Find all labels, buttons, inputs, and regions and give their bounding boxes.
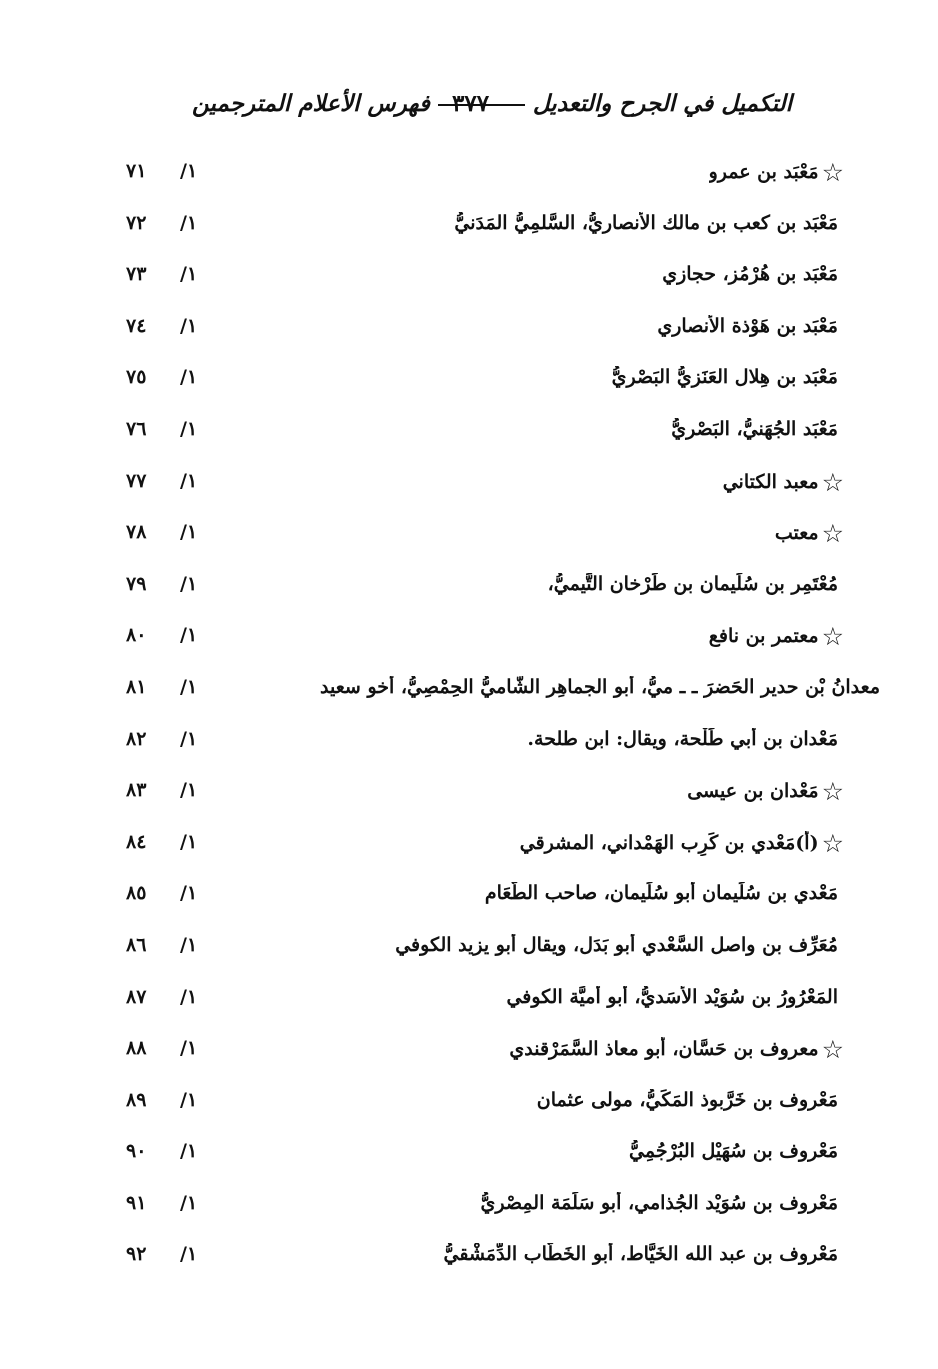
entry-name-text: مَعْبَد الجُهَنيُّ، البَصْريُّ xyxy=(671,417,838,440)
entry-name-text: معبد الكتاني xyxy=(722,470,819,493)
header-book-title xyxy=(479,90,792,117)
entry-row xyxy=(0,821,938,873)
entry-page-number: ٩٠ xyxy=(126,1140,147,1163)
entry-name-text: مَعْبَد بن هُرْمُز، حجازي xyxy=(662,263,838,286)
entry-row xyxy=(0,1130,938,1182)
star-outline-icon: ☆ xyxy=(821,1037,844,1063)
entry-name xyxy=(629,1140,838,1162)
entry-row xyxy=(0,253,938,305)
entry-name xyxy=(687,779,844,804)
entry-row xyxy=(0,563,938,615)
entry-name xyxy=(657,315,838,337)
entry-volume-number: /١ xyxy=(180,211,198,234)
entry-row xyxy=(0,872,938,924)
entry-page-number: ٧٩ xyxy=(126,572,147,595)
entry-name xyxy=(709,624,844,649)
entry-row xyxy=(0,718,938,770)
entry-name-text: مَعْروف بن خَرَّبوذ المَكِّيُّ، مولى عثمان xyxy=(536,1088,838,1111)
entry-row xyxy=(0,769,938,821)
entry-page-number: ٨٩ xyxy=(126,1088,147,1111)
entry-name-text: مَعْروف بن سُهَيْل البُرْجُمِيُّ xyxy=(629,1140,838,1163)
entry-volume-number: /١ xyxy=(180,1243,198,1266)
entry-page-number: ٧٢ xyxy=(126,211,147,234)
entry-volume-number: /١ xyxy=(180,624,198,647)
star-outline-icon: ☆ xyxy=(821,624,844,650)
entry-row xyxy=(0,150,938,202)
entry-volume-number: /١ xyxy=(180,572,198,595)
entry-name xyxy=(527,728,838,750)
entry-page-number: ٩٢ xyxy=(126,1243,147,1266)
entry-volume-number: /١ xyxy=(180,314,198,337)
entry-name-text: مَعْدي بن كَرِب الهَمْداني، المشرقي xyxy=(519,831,796,854)
entry-name xyxy=(485,882,838,904)
entry-page-number: ٧٤ xyxy=(126,314,147,337)
entry-name xyxy=(775,521,844,546)
entry-page-number: ٧١ xyxy=(126,160,147,182)
entry-volume-number: /١ xyxy=(180,366,198,389)
entry-name-text: مُعَرِّف بن واصل السَّعْدي أبو بَدَل، ويقال أبو يزيد الكوفي xyxy=(395,933,838,956)
entry-page-number: ٧٧ xyxy=(126,469,147,492)
entry-page-number: ٩١ xyxy=(126,1191,147,1214)
entry-name xyxy=(480,1192,838,1214)
entry-name xyxy=(662,263,838,285)
entry-name-text: مَعْدي بن سُلَيمان أبو سُلَيمان، صاحب الطَّعَام xyxy=(484,882,838,905)
entry-volume-number: /١ xyxy=(180,160,198,182)
entry-name xyxy=(320,676,880,698)
entry-volume-number: /١ xyxy=(180,675,198,698)
entry-row xyxy=(0,460,938,512)
star-outline-icon: ☆ xyxy=(821,830,844,856)
entry-page-number: ٧٥ xyxy=(126,366,147,389)
entry-name xyxy=(509,1037,844,1062)
entry-name-text: مَعْدان بن أبي طَلْحة، ويقال: ابن طلحة. xyxy=(527,727,838,750)
entry-page-number: ٨٦ xyxy=(126,933,147,956)
entry-volume-number: /١ xyxy=(180,727,198,750)
entry-list xyxy=(0,150,938,1285)
book-title-text: التكميل في الجرح والتعديل xyxy=(532,90,792,117)
entry-name-text: معتب xyxy=(774,522,819,545)
entry-row xyxy=(0,1233,938,1285)
entry-name xyxy=(671,418,838,440)
header-dash xyxy=(438,104,484,106)
entry-name-text: مَعْروف بن سُوَيْد الجُذامي، أبو سَلَمَة المِصْريُّ xyxy=(480,1191,838,1214)
entry-volume-number: /١ xyxy=(180,985,198,1008)
entry-volume-number: /١ xyxy=(180,882,198,905)
entry-row xyxy=(0,202,938,254)
entry-name-text: مَعْدان بن عيسى xyxy=(687,780,819,803)
entry-page-number: ٨٧ xyxy=(126,985,147,1008)
entry-name-text: مُعْتَمِر بن سُلَيمان بن طَرْخان التَّيميُّ، xyxy=(547,572,838,595)
entry-name xyxy=(506,986,838,1008)
entry-volume-number: /١ xyxy=(180,469,198,492)
entry-page-number: ٨٨ xyxy=(126,1037,147,1060)
star-outline-icon: ☆ xyxy=(821,779,844,805)
entry-row xyxy=(0,614,938,666)
entry-name xyxy=(520,831,844,856)
entry-volume-number: /١ xyxy=(180,933,198,956)
entry-name-text: مَعْبَد بن هِلال العَنَزيُّ البَصْريُّ xyxy=(611,366,838,389)
entry-name xyxy=(454,212,838,234)
header-section-title xyxy=(192,90,484,117)
entry-name xyxy=(395,934,838,956)
entry-row xyxy=(0,666,938,718)
entry-name-text: مَعْبَد بن عمرو xyxy=(708,161,819,183)
entry-volume-number: /١ xyxy=(180,263,198,286)
entry-name-text: معتمر بن نافع xyxy=(708,625,819,648)
entry-row xyxy=(0,356,938,408)
section-title-text: فهرس الأعلام المترجمين xyxy=(192,90,430,117)
entry-name xyxy=(612,366,838,388)
entry-row xyxy=(0,976,938,1028)
star-outline-icon: ☆ xyxy=(821,521,844,547)
star-outline-icon: ☆ xyxy=(821,469,844,495)
entry-volume-number: /١ xyxy=(180,779,198,802)
entry-page-number: ٨٠ xyxy=(126,624,147,647)
entry-page-number: ٨٤ xyxy=(126,830,147,853)
entry-name-text: مَعْبَد بن هَوْذة الأنصاري xyxy=(657,314,838,337)
header-page-number: ٣٧٧ xyxy=(452,90,490,117)
entry-name xyxy=(537,1089,838,1111)
entry-volume-number: /١ xyxy=(180,1140,198,1163)
entry-name xyxy=(444,1243,839,1265)
entry-row xyxy=(0,1027,938,1079)
entry-row xyxy=(0,305,938,357)
entry-name-text: معروف بن حَسَّان، أبو معاذ السَّمَرْقندي xyxy=(509,1038,819,1061)
entry-volume-number: /١ xyxy=(180,1088,198,1111)
entry-volume-number: /١ xyxy=(180,521,198,544)
entry-page-number: ٧٦ xyxy=(126,417,147,440)
entry-page-number: ٧٣ xyxy=(126,263,147,286)
entry-name-text: معدانُ بْن حدير الحَضرَ ـ ـ ميُّ، أبو الجماهِر الشَّاميُّ الحِمْصِيُّ، أخو سعيد xyxy=(320,675,880,698)
entry-name xyxy=(723,470,844,495)
entry-page-number: ٨٢ xyxy=(126,727,147,750)
entry-row xyxy=(0,511,938,563)
entry-page-number: ٨٥ xyxy=(126,882,147,905)
entry-name-text: المَعْرُورُ بن سُوَيْد الأَسَديُّ، أبو أُميَّة الكوفي xyxy=(506,985,838,1008)
entry-name xyxy=(709,160,844,185)
entry-name-text: مَعْبَد بن كعب بن مالك الأنصاريُّ، السَّلمِيُّ المَدَنيُّ xyxy=(454,211,838,234)
page-header xyxy=(0,82,938,122)
star-outline-icon: ☆ xyxy=(821,160,844,185)
entry-row xyxy=(0,924,938,976)
entry-page-number: ٧٨ xyxy=(126,521,147,544)
entry-volume-number: /١ xyxy=(180,1191,198,1214)
entry-row xyxy=(0,408,938,460)
entry-volume-number: /١ xyxy=(180,1037,198,1060)
entry-page-number: ٨١ xyxy=(126,675,147,698)
entry-prefix: (أ) xyxy=(795,831,819,854)
entry-volume-number: /١ xyxy=(180,830,198,853)
entry-name xyxy=(548,573,838,595)
entry-row xyxy=(0,1182,938,1234)
entry-name-text: مَعْروف بن عبد الله الخَيَّاط، أبو الخَطَّاب الدِّمَشْقيُّ xyxy=(443,1243,838,1266)
entry-row xyxy=(0,1079,938,1131)
entry-volume-number: /١ xyxy=(180,417,198,440)
entry-page-number: ٨٣ xyxy=(126,779,147,802)
